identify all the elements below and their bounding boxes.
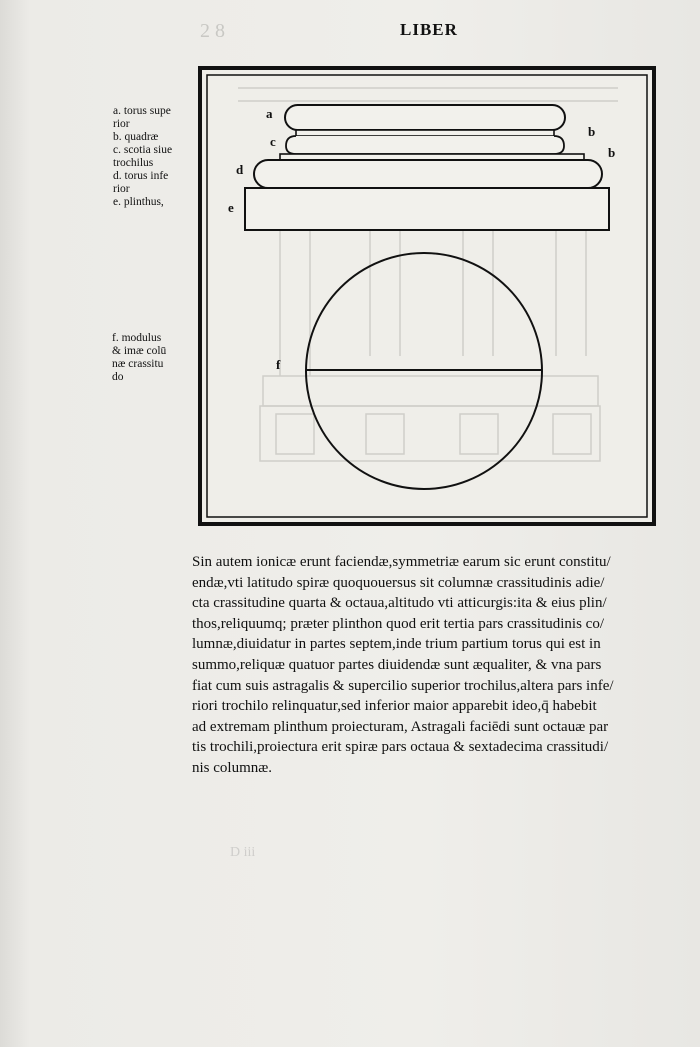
text-line: tis trochili,proiectura erit spiræ pars octaua & sextadecima crassitudi/ (192, 739, 609, 756)
margin-note-line: rior (113, 118, 130, 130)
scotia (286, 136, 564, 154)
text-line: ad extremam plinthum proiecturam, Astragali faciēdi sunt octauæ par (192, 718, 609, 735)
label-f: f (276, 357, 281, 372)
label-a: a (266, 106, 273, 121)
text-line: fiat cum suis astragalis & supercilio superior trochilus,altera pars infe/ (192, 677, 614, 694)
margin-note-line: a. torus supe (113, 105, 171, 117)
margin-note-line: rior (113, 183, 130, 195)
label-e: e (228, 200, 234, 215)
margin-note-line: f. modulus (112, 332, 162, 344)
ionic-base-woodcut (198, 66, 656, 526)
margin-note-line: næ crassitu (112, 358, 164, 370)
upper-torus (285, 105, 565, 130)
upper-fillet (296, 130, 554, 136)
text-line: riori trochilo relinquatur,sed inferior maior apparebit ideo,q̄ habebit (192, 698, 597, 715)
text-line: cta crassitudine quarta & octaua,altitudo vti atticurgis:ita & eius plin/ (192, 595, 607, 612)
show-through-signature: D iii (230, 845, 256, 860)
margin-note-line: c. scotia siue (113, 144, 173, 156)
text-line: nis columnæ. (192, 759, 273, 776)
label-d: d (236, 162, 244, 177)
margin-note-line: e. plinthus, (113, 196, 164, 208)
woodcut-drawing (198, 66, 656, 526)
text-line: summo,reliquæ quatuor partes diuidendæ sunt æqualiter, & vna pars (192, 656, 602, 673)
lower-torus (254, 160, 602, 188)
running-head: LIBER (400, 20, 458, 39)
label-b-upper: b (588, 124, 596, 139)
label-b-lower: b (608, 145, 616, 160)
margin-note-line: trochilus (113, 157, 154, 169)
margin-note-line: do (112, 371, 124, 383)
margin-note-line: b. quadræ (113, 131, 159, 143)
margin-notes-top (113, 105, 193, 209)
margin-notes-bottom (112, 332, 192, 384)
text-line: lumnæ,diuidatur in partes septem,inde trium partium torus qui est in (192, 636, 601, 653)
text-line: thos,reliquumq; præter plinthon quod erit tertia pars crassitudinis co/ (192, 615, 605, 632)
plinth (245, 188, 609, 230)
body-text (192, 552, 652, 779)
text-line: Sin autem ionicæ erunt faciendæ,symmetriæ earum sic erunt constitu/ (192, 554, 611, 570)
margin-note-line: d. torus infe (113, 170, 169, 182)
label-c: c (270, 134, 276, 149)
text-line: endæ,vti latitudo spiræ quoquouersus sit columnæ crassitudinis adie/ (192, 574, 605, 591)
show-through-page-number: 2 8 (200, 20, 225, 42)
margin-note-line: & imæ colū (112, 345, 167, 357)
